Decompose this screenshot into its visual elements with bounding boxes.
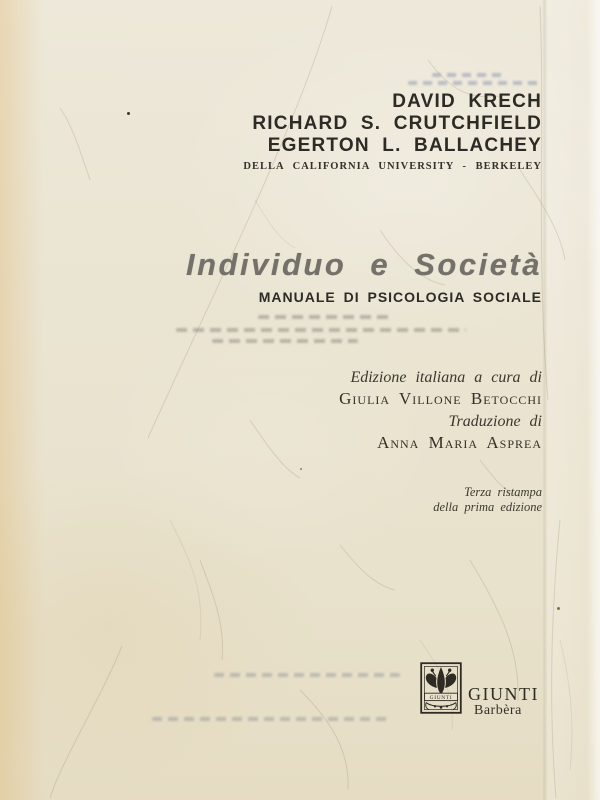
paper-speck	[300, 468, 302, 470]
translation-label: Traduzione di	[448, 413, 542, 430]
editor-name: Giulia Villone Betocchi	[339, 389, 542, 408]
translation-credit	[377, 411, 542, 453]
printing-note-line: della prima edizione	[433, 499, 542, 514]
author-line: RICHARD S. CRUTCHFIELD	[252, 113, 542, 134]
edition-credit	[339, 367, 542, 409]
paper-speck	[127, 112, 130, 115]
logo-banner-text: GIUNTI	[429, 695, 453, 701]
fleur-de-lis-icon	[420, 662, 462, 714]
author-line: DAVID KRECH	[392, 91, 542, 112]
affiliation: DELLA CALIFORNIA UNIVERSITY - BERKELEY	[243, 161, 542, 172]
paper-speck	[557, 607, 560, 610]
author-names	[252, 91, 542, 157]
edition-label: Edizione italiana a cura di	[350, 369, 542, 386]
printing-note	[433, 485, 542, 514]
translator-name: Anna Maria Asprea	[377, 433, 542, 452]
book-subtitle: MANUALE DI PSICOLOGIA SOCIALE	[258, 289, 542, 305]
printing-note-line: Terza ristampa	[464, 485, 542, 499]
book-title: Individuo e Società	[186, 247, 542, 282]
publisher-imprint: Barbèra	[474, 703, 522, 718]
publisher-name: GIUNTI	[468, 684, 539, 704]
author-line: EGERTON L. BALLACHEY	[267, 135, 542, 156]
